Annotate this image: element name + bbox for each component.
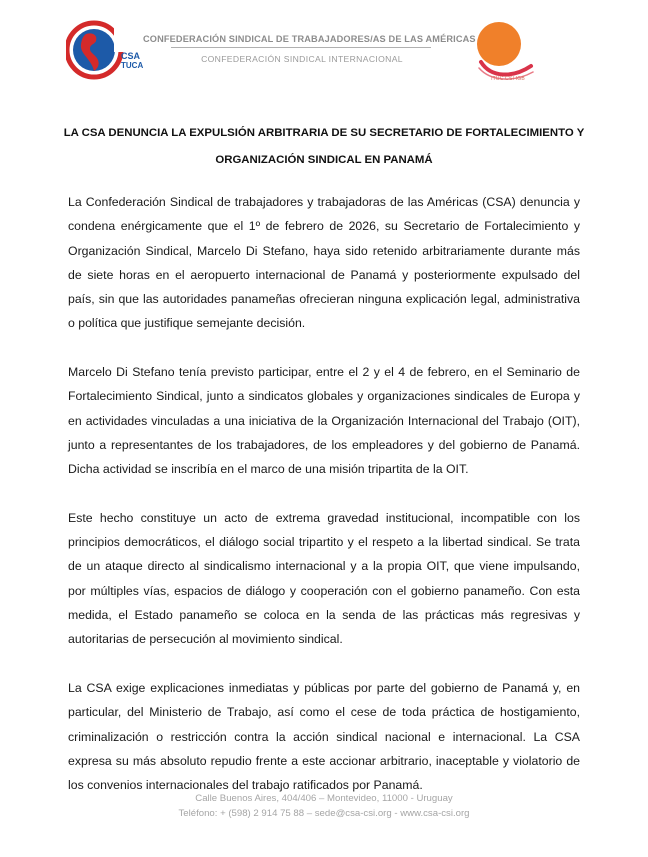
paragraph: La CSA exige explicaciones inmediatas y públicas por parte del gobierno de Panamá y, en particular, del Ministerio de Trabajo, así como el cese de toda práctica de hostigamiento, criminalización o restricción contra la acción sindical nacional e internacional. La CSA expresa su más absoluto repudio frente a este accionar arbitrario, inaceptable y violatorio de los convenios internacionales del trabajo ratificados por Panamá.	[68, 680, 580, 793]
footer-contact: Teléfono: + (598) 2 914 75 88 – sede@csa-csi.org - www.csa-csi.org	[178, 808, 470, 819]
org-name: CONFEDERACIÓN SINDICAL DE TRABAJADORES/AS DE LAS AMÉRICAS	[143, 34, 476, 44]
footer-address: Calle Buenos Aires, 404/406 – Montevideo, 11000 - Uruguay	[195, 793, 453, 804]
logo-left-line1: CSA	[121, 51, 141, 61]
ituc-logo-label: ITUC CSI IGB	[491, 76, 525, 82]
logo-left-line2: TUCA	[121, 61, 144, 70]
footer	[0, 791, 648, 821]
org-subtitle: CONFEDERACIÓN SINDICAL INTERNACIONAL	[201, 54, 403, 64]
paragraph: La Confederación Sindical de trabajadores y trabajadoras de las Américas (CSA) denuncia y condena enérgicamente que el 1º de febrero de 2026, su Secretario de Fortalecimiento y Organización Sindical, Marcelo Di Stefano, haya sido retenido arbitrariamente durante más de siete horas en el aeropuerto internacional de Panamá y posteriormente expulsado del país, sin que las autoridades panameñas ofrecieran ninguna explicación legal, administrativa o política que justifique semejante decisión.	[68, 195, 580, 331]
letterhead	[0, 0, 648, 100]
csa-tuca-logo	[66, 20, 146, 80]
header-divider	[171, 47, 431, 48]
document-title: LA CSA DENUNCIA LA EXPULSIÓN ARBITRARIA DE SU SECRETARIO DE FORTALECIMIENTO Y ORGANIZACIÓN SINDICAL EN PANAMÁ	[63, 127, 585, 166]
paragraph: Este hecho constituye un acto de extrema gravedad institucional, incompatible con los principios democráticos, el diálogo social tripartito y el respeto a la libertad sindical. Se trata de un ataque directo al sindicalismo internacional y a la propia OIT, que viene impulsando, por múltiples vías, espacios de diálogo y cooperación con el gobierno panameño. Con esta medida, el Estado panameño se coloca en la senda de las prácticas más regresivas y autoritarias de persecución al movimiento sindical.	[68, 510, 580, 647]
paragraph: Marcelo Di Stefano tenía previsto participar, entre el 2 y el 4 de febrero, en el Seminario de Fortalecimiento Sindical, junto a sindicatos globales y organizaciones sindicales de Europa y en actividades vinculadas a una iniciativa de la Organización Internacional del Trabajo (OIT), junto a representantes de los trabajadores, de los empleadores y del gobierno de Panamá. Dicha actividad se inscribía en el marco de una misión tripartita de la OIT.	[68, 365, 580, 477]
document-body	[68, 190, 580, 822]
